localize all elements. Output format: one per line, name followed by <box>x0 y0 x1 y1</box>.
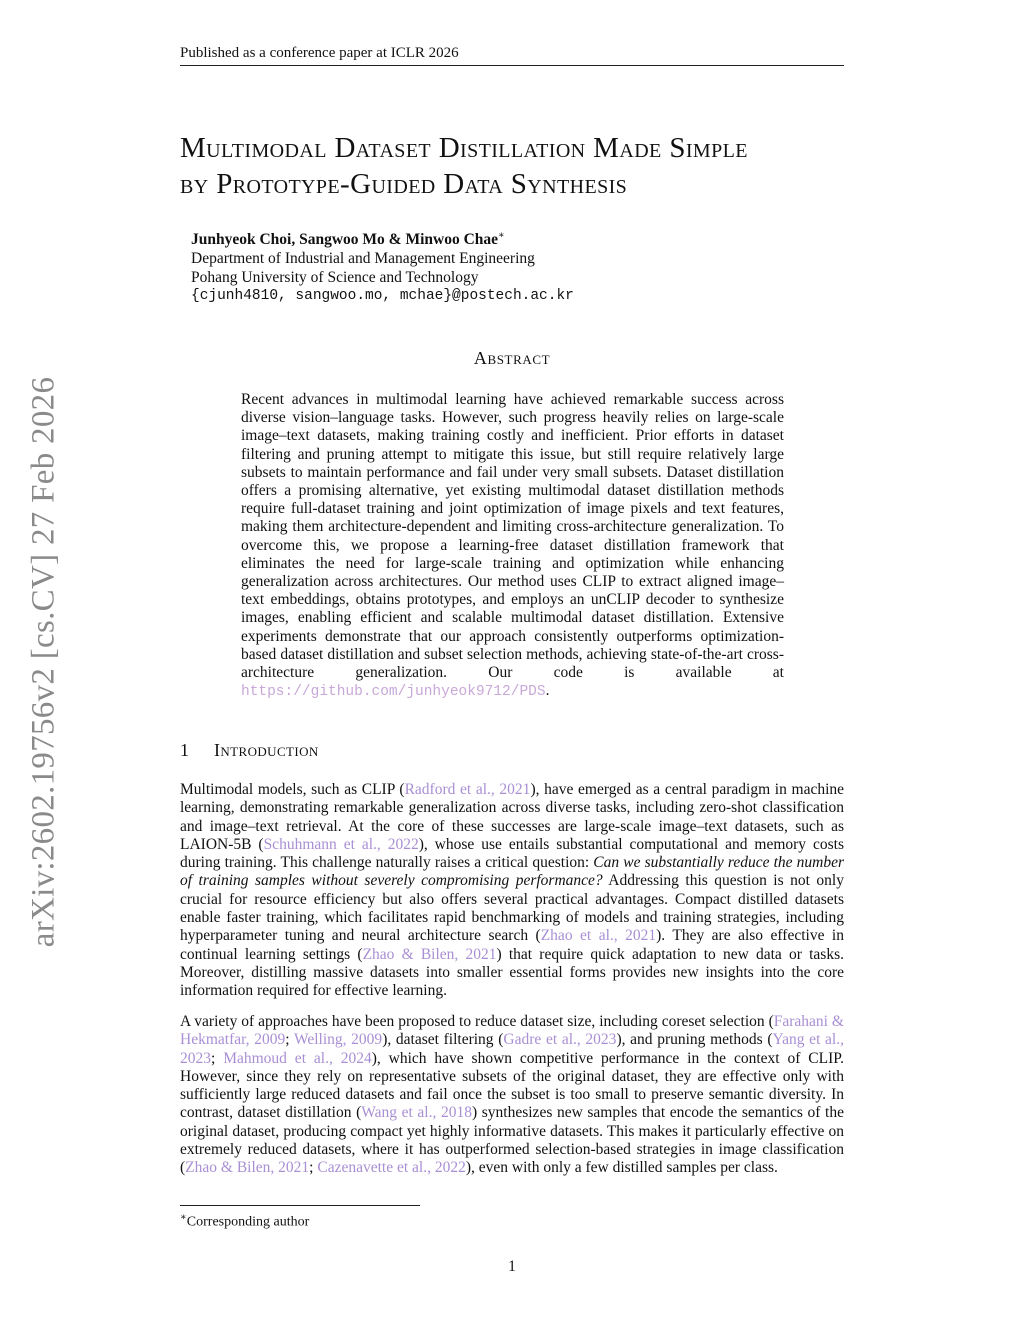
citation-link[interactable]: Zhao et al., 2021 <box>540 927 657 945</box>
footnote <box>180 1209 309 1231</box>
affiliation-department: Department of Industrial and Management Engineering <box>191 250 535 268</box>
text-span: ), and pruning methods ( <box>616 1031 773 1049</box>
text-span: ) that require quick adaptation to new data or tasks. Moreover, distilling massive datasets into smaller essential forms provides new insights into the core information required for effective learning. <box>180 945 844 1000</box>
code-link[interactable]: https://github.com/junhyeok9712/PDS <box>241 684 546 701</box>
citation-link[interactable]: Yang et al., 2023 <box>180 1031 844 1067</box>
title-line-2: by Prototype-Guided Data Synthesis <box>180 168 628 200</box>
footnote-text: Corresponding author <box>186 1214 310 1230</box>
author-emails[interactable]: {cjunh4810, sangwoo.mo, mchae}@postech.ac.kr <box>191 288 574 305</box>
intro-paragraph-1 <box>180 781 844 1001</box>
citation-link[interactable]: Welling, 2009 <box>293 1031 383 1049</box>
text-span: Addressing this question is not only crucial for resource efficiency but also offers several practical advantages. Compact distilled datasets enable faster training, which facilitates rapid benchmarking of models and training strategies, including hyperparameter tuning and neural architecture search ( <box>180 872 844 945</box>
footnote-mark: ∗ <box>180 1212 187 1223</box>
arxiv-identifier[interactable]: arXiv:2602.19756v2 [cs.CV] 27 Feb 2026 <box>25 376 62 948</box>
page-number: 1 <box>508 1258 516 1275</box>
text-span: Multimodal models, such as CLIP ( <box>180 781 405 798</box>
text-span: ), which have shown competitive performance in the context of CLIP. However, since they rely on representative subsets of the original dataset, they are effective only with sufficiently large reduced datasets and fail once the subset is too small to preserve semantic diversity. In contrast, dataset distillation ( <box>180 1049 845 1122</box>
citation-link[interactable]: Radford et al., 2021 <box>404 781 531 798</box>
author-block <box>191 226 831 306</box>
footnote-divider <box>180 1205 420 1206</box>
abstract-heading: Abstract <box>473 348 551 368</box>
text-span: ; <box>211 1049 224 1067</box>
citation-link[interactable]: Farahani & Hekmatfar, 2009 <box>180 1013 844 1049</box>
text-span: ), even with only a few distilled samples per class. <box>465 1159 778 1177</box>
research-question: Can we substantially reduce the number of training samples without severely compromising performance? <box>180 854 844 890</box>
running-header: Published as a conference paper at ICLR 2026 <box>180 44 844 66</box>
text-span: ), dataset filtering ( <box>382 1031 504 1049</box>
text-span: ; <box>309 1159 318 1177</box>
text-span: ; <box>285 1031 294 1049</box>
text-span: A variety of approaches have been proposed to reduce dataset size, including coreset selection ( <box>180 1013 774 1030</box>
section-title: Introduction <box>214 740 319 760</box>
title-line-1: Multimodal Dataset Distillation Made Simple <box>180 132 748 164</box>
abstract-text: Recent advances in multimodal learning have achieved remarkable success across diverse vision–language tasks. However, such progress heavily relies on large-scale image–text datasets, making training costly and inefficient. Prior efforts in dataset filtering and pruning attempt to mitigate this issue, but still require relatively large subsets to maintain performance and fail under very small subsets. Dataset distillation offers a promising alternative, yet existing multimodal dataset distillation methods require full-dataset training and joint optimization of image pixels and text features, making them architecture-dependent and limiting cross-architecture generalization. To overcome this, we propose a learning-free dataset distillation framework that eliminates the need for large-scale training and optimization while enhancing generalization across architectures. Our method uses CLIP to extract aligned image–text embeddings, obtains prototypes, and employs an unCLIP decoder to synthesize images, enabling efficient and scalable multimodal dataset distillation. Extensive experiments demonstrate that our approach consistently outperforms optimization-based dataset distillation and subset selection methods, achieving state-of-the-art cross-architecture generalization. Our code is available at <box>241 391 784 682</box>
abstract-body <box>241 391 784 701</box>
text-span: ). They are also effective in continual learning settings ( <box>180 927 844 963</box>
text-span: ) synthesizes new samples that encode the semantics of the original dataset, producing compact yet highly informative datasets. This makes it particularly effective on extremely reduced datasets, where it has outperformed selection-based strategies in image classification ( <box>180 1104 844 1177</box>
citation-link[interactable]: Wang et al., 2018 <box>361 1104 472 1122</box>
corresponding-mark: ∗ <box>498 230 505 241</box>
abstract-end: . <box>545 682 550 700</box>
citation-link[interactable]: Mahmoud et al., 2024 <box>223 1049 372 1067</box>
affiliation-university: Pohang University of Science and Technology <box>191 269 479 287</box>
text-span: ), have emerged as a central paradigm in machine learning, demonstrating remarkable generalization across diverse tasks, including zero-shot classification and image–text retrieval. At the core of these successes are large-scale image–text datasets, such as LAION-5B ( <box>180 781 845 853</box>
author-names-line <box>191 226 831 249</box>
paper-title <box>180 130 870 202</box>
author-names: Junhyeok Choi, Sangwoo Mo & Minwoo Chae <box>191 231 499 249</box>
citation-link[interactable]: Gadre et al., 2023 <box>503 1031 617 1049</box>
citation-link[interactable]: Zhao & Bilen, 2021 <box>185 1159 310 1177</box>
citation-link[interactable]: Cazenavette et al., 2022 <box>317 1159 466 1177</box>
citation-link[interactable]: Schuhmann et al., 2022 <box>263 835 419 853</box>
section-heading <box>180 740 319 761</box>
section-number: 1 <box>180 740 190 760</box>
intro-paragraph-2 <box>180 1013 844 1178</box>
text-span: ), whose use entails substantial computational and memory costs during training. This challenge naturally raises a critical question: <box>180 835 844 872</box>
citation-link[interactable]: Zhao & Bilen, 2021 <box>362 945 497 963</box>
